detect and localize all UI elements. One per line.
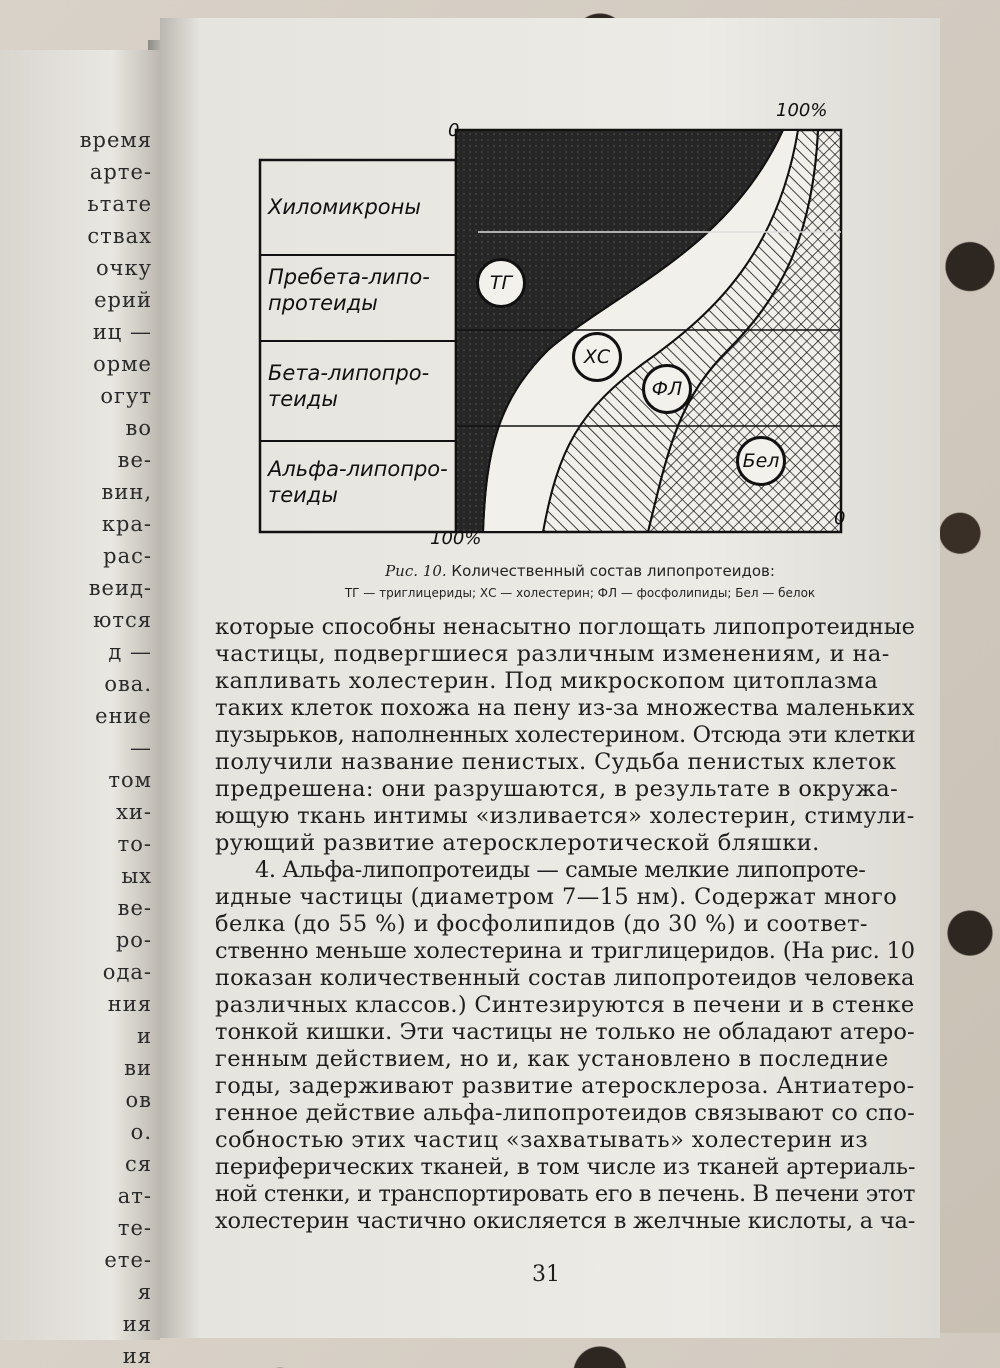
left-page bbox=[0, 50, 160, 1368]
left-page-fragment: вин, bbox=[101, 480, 152, 504]
left-page-fragment: ат- bbox=[117, 1184, 152, 1208]
body-line: получили название пенистых. Судьба пенистых клеток bbox=[215, 749, 897, 775]
left-page-fragment: те- bbox=[117, 1216, 152, 1240]
left-page-fragment: ерий bbox=[94, 288, 152, 312]
left-page-fragment: ия bbox=[122, 1344, 152, 1368]
left-page-fragment: ствах bbox=[87, 224, 152, 248]
axis-bottom-right: 0 bbox=[834, 508, 846, 529]
body-line: частицы, подвергшиеся различным изменениям, и на- bbox=[215, 641, 890, 667]
body-line: ственно меньше холестерина и триглицеридов. (На рис. 10 bbox=[215, 938, 915, 964]
left-page-fragment: веид- bbox=[88, 576, 152, 600]
figure-10 bbox=[258, 100, 858, 550]
left-page-fragment: о. bbox=[130, 1120, 152, 1144]
class-label-beta: Бета-липопро-теиды bbox=[268, 361, 430, 411]
class-label-alpha: Альфа-липопро-теиды bbox=[268, 457, 448, 507]
left-page-fragment: — bbox=[130, 736, 152, 760]
body-line: которые способны ненасытно поглощать липопротеидные bbox=[215, 614, 916, 640]
body-line: 4. Альфа-липопротеиды — самые мелкие липопроте- bbox=[255, 857, 866, 883]
figure-caption bbox=[300, 562, 860, 580]
left-page-fragment: орме bbox=[93, 352, 152, 376]
class-label-prebeta: Пребета-липо-протеиды bbox=[268, 265, 430, 315]
left-page-fragment: ве- bbox=[117, 896, 152, 920]
left-page-fragment: том bbox=[108, 768, 152, 792]
badge-fl: ФЛ bbox=[642, 364, 692, 414]
body-line: различных классов.) Синтезируются в печени и в стенке bbox=[215, 992, 915, 1018]
left-page-fragment: ова. bbox=[104, 672, 152, 696]
left-page-fragment: д — bbox=[108, 640, 152, 664]
badge-tg: ТГ bbox=[476, 258, 526, 308]
body-line: идные частицы (диаметром 7—15 нм). Содержат много bbox=[215, 884, 898, 910]
left-page-fragment: ния bbox=[107, 992, 152, 1016]
left-page-fragment: и bbox=[137, 1024, 152, 1048]
body-line: таких клеток похожа на пену из-за множества маленьких bbox=[215, 695, 915, 721]
body-line: периферических тканей, в том числе из тканей артериаль- bbox=[215, 1154, 916, 1180]
body-line: собностью этих частиц «захватывать» холестерин из bbox=[215, 1127, 869, 1153]
left-page-fragment: иц — bbox=[92, 320, 152, 344]
left-page-fragment: рас- bbox=[103, 544, 152, 568]
left-page-fragment: ия bbox=[122, 1312, 152, 1336]
body-line: холестерин частично окисляется в желчные кислоты, а ча- bbox=[215, 1208, 916, 1234]
left-page-fragment: огут bbox=[100, 384, 152, 408]
left-page-fragment: кра- bbox=[101, 512, 152, 536]
class-label-chylomicrons: Хиломикроны bbox=[268, 195, 421, 219]
body-line: ющую ткань интимы «изливается» холестерин, стимули- bbox=[215, 803, 915, 829]
left-page-fragment: очку bbox=[95, 256, 152, 280]
axis-top-left: 0 bbox=[448, 120, 460, 141]
body-line: генное действие альфа-липопротеидов связывают со спо- bbox=[215, 1100, 915, 1126]
left-page-fragment: ение bbox=[95, 704, 152, 728]
left-page-fragment: ве- bbox=[117, 448, 152, 472]
badge-xc: ХС bbox=[572, 332, 622, 382]
body-line: тонкой кишки. Эти частицы не только не обладают атеро- bbox=[215, 1019, 915, 1045]
left-page-fragment: ро- bbox=[115, 928, 152, 952]
figure-legend: ТГ — триглицериды; ХС — холестерин; ФЛ — фосфолипиды; Бел — белок bbox=[344, 586, 816, 600]
body-line: пузырьков, наполненных холестерином. Отсюда эти клетки bbox=[215, 722, 916, 748]
caption-prefix: Рис. 10. bbox=[385, 562, 447, 580]
body-line: генным действием, но и, как установлено в последние bbox=[215, 1046, 889, 1072]
page-number: 31 bbox=[532, 1262, 560, 1287]
left-page-fragment: время bbox=[79, 128, 152, 152]
body-line: капливать холестерин. Под микроскопом цитоплазма bbox=[215, 668, 879, 694]
body-line: годы, задерживают развитие атеросклероза. Антиатеро- bbox=[215, 1073, 915, 1099]
body-line: белка (до 55 %) и фосфолипидов (до 30 %) и соответ- bbox=[215, 911, 868, 937]
left-page-fragment: ся bbox=[124, 1152, 152, 1176]
axis-top-right: 100% bbox=[776, 100, 828, 121]
left-page-fragment: ов bbox=[125, 1088, 152, 1112]
left-page-fragment: я bbox=[137, 1280, 152, 1304]
left-page-fragment: ода- bbox=[102, 960, 152, 984]
left-page-fragment: то- bbox=[117, 832, 152, 856]
body-line: рующий развитие атеросклеротической бляшки. bbox=[215, 830, 820, 856]
left-page-fragment: ются bbox=[93, 608, 152, 632]
left-page-fragment: во bbox=[125, 416, 152, 440]
badge-bel: Бел bbox=[736, 436, 786, 486]
axis-bottom-left: 100% bbox=[430, 528, 482, 549]
left-page-fragment: ете- bbox=[104, 1248, 152, 1272]
left-page-fragment: ьтате bbox=[87, 192, 152, 216]
caption-title: Количественный состав липопротеидов: bbox=[451, 562, 775, 580]
body-line: предрешена: они разрушаются, в результате в окружа- bbox=[215, 776, 899, 802]
left-page-fragment: арте- bbox=[89, 160, 152, 184]
left-page-fragment: ви bbox=[124, 1056, 152, 1080]
body-line: показан количественный состав липопротеидов человека bbox=[215, 965, 915, 991]
left-page-fragment: хи- bbox=[116, 800, 152, 824]
body-line: ной стенки, и транспортировать его в печень. В печени этот bbox=[215, 1181, 915, 1207]
left-page-fragment: ых bbox=[121, 864, 152, 888]
